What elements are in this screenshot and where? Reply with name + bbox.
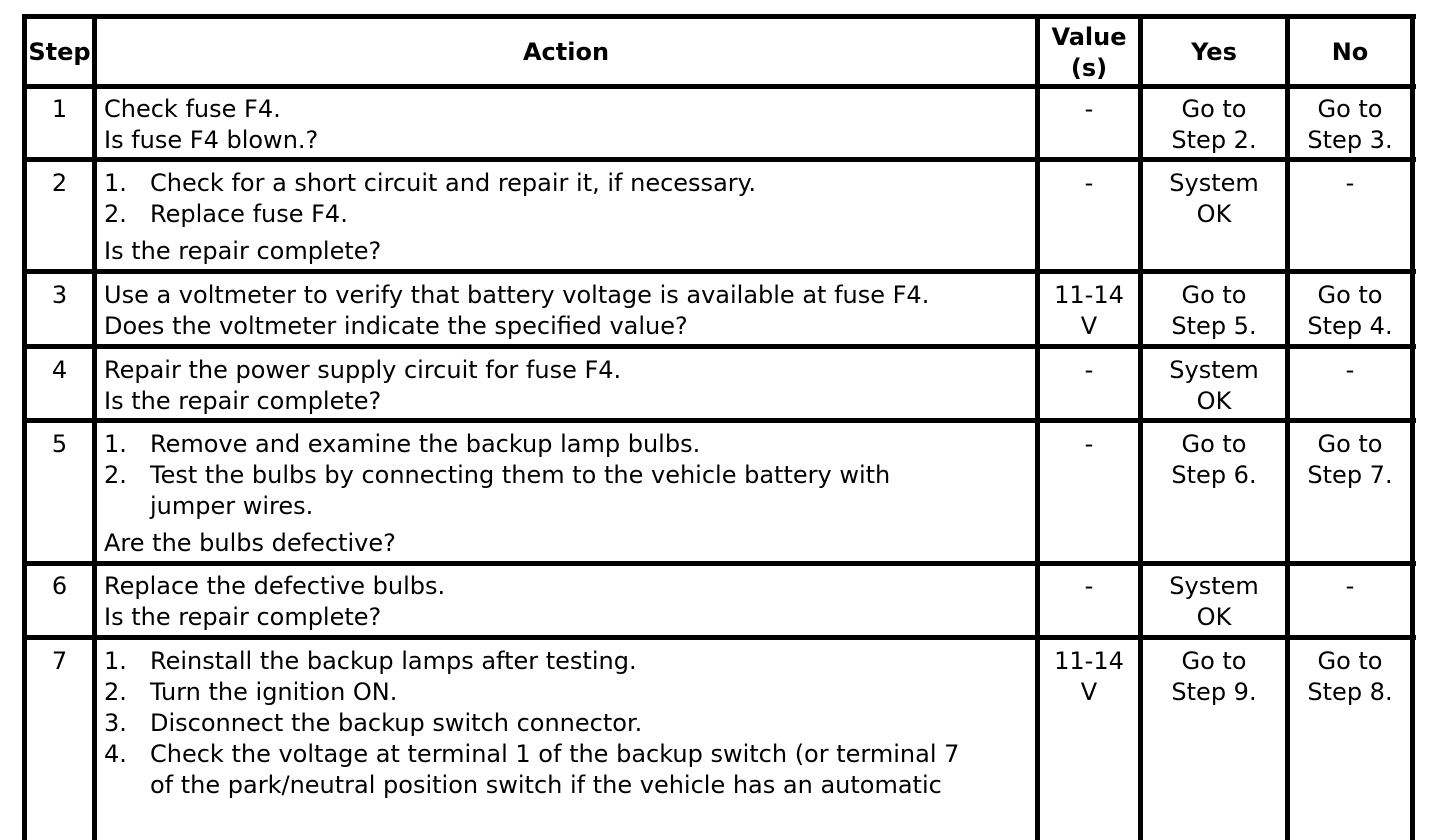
value-cell [1040, 280, 1138, 342]
header-yes: Yes [1191, 38, 1237, 66]
yes-cell [1143, 94, 1285, 156]
no-line: Go to [1317, 281, 1383, 309]
value-cell: - [1084, 95, 1094, 123]
step-number: 1 [51, 95, 68, 123]
action-cell [104, 646, 1029, 801]
action-line: Check fuse F4. [104, 95, 281, 123]
yes-line: Go to [1181, 647, 1247, 675]
list-item-text: Check for a short circuit and repair it, if necessary. [150, 169, 757, 197]
list-item-text: Test the bulbs by connecting them to the vehicle battery with [150, 461, 891, 489]
column-divider [92, 14, 97, 840]
action-cell [104, 168, 1029, 267]
yes-line: Step 9. [1171, 678, 1257, 706]
row-divider [22, 344, 1416, 349]
column-divider [1410, 14, 1415, 840]
row-divider [22, 635, 1416, 640]
step-number: 5 [51, 430, 68, 458]
step-number: 7 [51, 647, 68, 675]
no-cell: - [1345, 356, 1355, 384]
yes-line: Step 6. [1171, 461, 1257, 489]
list-item [104, 168, 1029, 199]
list-item [104, 708, 1029, 739]
action-line: Repair the power supply circuit for fuse F4. [104, 356, 622, 384]
action-line: Replace the defective bulbs. [104, 572, 446, 600]
list-item-number: 4. [104, 740, 127, 768]
yes-line: Go to [1181, 430, 1247, 458]
yes-line: System [1169, 356, 1259, 384]
value-cell: - [1084, 430, 1094, 458]
list-item-number: 2. [104, 200, 127, 228]
row-divider [22, 157, 1416, 162]
list-item-number: 1. [104, 430, 127, 458]
no-cell: - [1345, 169, 1355, 197]
list-item [104, 646, 1029, 677]
yes-cell [1143, 646, 1285, 708]
yes-line: OK [1196, 200, 1232, 228]
action-cell [104, 355, 1029, 417]
yes-cell [1143, 168, 1285, 230]
action-cell [104, 571, 1029, 633]
row-divider [22, 561, 1416, 566]
no-cell [1290, 94, 1410, 156]
list-item-text: of the park/neutral position switch if the vehicle has an automatic [150, 771, 942, 799]
yes-cell [1143, 355, 1285, 417]
header-step: Step [28, 38, 91, 66]
value-line: 11-14 [1054, 647, 1124, 675]
value-line: V [1080, 312, 1098, 340]
no-line: Go to [1317, 647, 1383, 675]
row-divider [22, 418, 1416, 423]
action-line: Is the repair complete? [104, 603, 382, 631]
yes-line: System [1169, 572, 1259, 600]
no-line: Step 7. [1307, 461, 1393, 489]
header-value [1040, 22, 1138, 84]
no-cell [1290, 280, 1410, 342]
list-item-number: 1. [104, 647, 127, 675]
no-cell [1290, 646, 1410, 708]
list-item-number: 2. [104, 461, 127, 489]
yes-cell [1143, 571, 1285, 633]
list-item-text: jumper wires. [150, 492, 314, 520]
yes-line: OK [1196, 387, 1232, 415]
yes-line: Step 2. [1171, 126, 1257, 154]
list-item [104, 460, 1029, 491]
action-cell [104, 94, 1029, 156]
list-item-text: Disconnect the backup switch connector. [150, 709, 643, 737]
list-item [104, 199, 1029, 230]
action-line: Does the voltmeter indicate the specified value? [104, 312, 688, 340]
table-border-top [22, 14, 1416, 19]
list-item-text: Reinstall the backup lamps after testing. [150, 647, 637, 675]
no-line: Go to [1317, 95, 1383, 123]
value-cell: - [1084, 169, 1094, 197]
step-number: 3 [51, 281, 68, 309]
action-cell [104, 429, 1029, 559]
header-value-line2: (s) [1070, 54, 1108, 82]
yes-line: System [1169, 169, 1259, 197]
list-item-continuation [104, 491, 1029, 522]
yes-line: Go to [1181, 281, 1247, 309]
list-item-number: 1. [104, 169, 127, 197]
step-number: 2 [51, 169, 68, 197]
column-divider [22, 14, 27, 840]
list-item-text: Check the voltage at terminal 1 of the backup switch (or terminal 7 [150, 740, 960, 768]
yes-cell [1143, 280, 1285, 342]
value-line: 11-14 [1054, 281, 1124, 309]
header-action: Action [522, 38, 610, 66]
action-line: Use a voltmeter to verify that battery voltage is available at fuse F4. [104, 281, 930, 309]
no-cell [1290, 429, 1410, 491]
list-item-text: Remove and examine the backup lamp bulbs. [150, 430, 701, 458]
yes-line: Go to [1181, 95, 1247, 123]
value-cell: - [1084, 356, 1094, 384]
yes-cell [1143, 429, 1285, 491]
list-item-text: Replace fuse F4. [150, 200, 348, 228]
list-item-text: Turn the ignition ON. [150, 678, 398, 706]
list-item [104, 739, 1029, 770]
list-item-number: 3. [104, 709, 127, 737]
action-question: Are the bulbs defective? [104, 529, 396, 557]
no-line: Step 8. [1307, 678, 1393, 706]
header-no: No [1331, 38, 1369, 66]
list-item-number: 2. [104, 678, 127, 706]
no-cell: - [1345, 572, 1355, 600]
yes-line: Step 5. [1171, 312, 1257, 340]
list-item [104, 677, 1029, 708]
no-line: Go to [1317, 430, 1383, 458]
step-number: 4 [51, 356, 68, 384]
header-value-line1: Value [1051, 23, 1127, 51]
action-question: Is the repair complete? [104, 237, 382, 265]
list-item-continuation [104, 770, 1029, 801]
no-line: Step 4. [1307, 312, 1393, 340]
action-cell [104, 280, 1029, 342]
value-cell: - [1084, 572, 1094, 600]
row-divider [22, 269, 1416, 274]
column-divider [1035, 14, 1040, 840]
no-line: Step 3. [1307, 126, 1393, 154]
yes-line: OK [1196, 603, 1232, 631]
step-number: 6 [51, 572, 68, 600]
action-line: Is fuse F4 blown.? [104, 126, 319, 154]
value-cell [1040, 646, 1138, 708]
list-item [104, 429, 1029, 460]
value-line: V [1080, 678, 1098, 706]
action-line: Is the repair complete? [104, 387, 382, 415]
row-divider [22, 84, 1416, 89]
